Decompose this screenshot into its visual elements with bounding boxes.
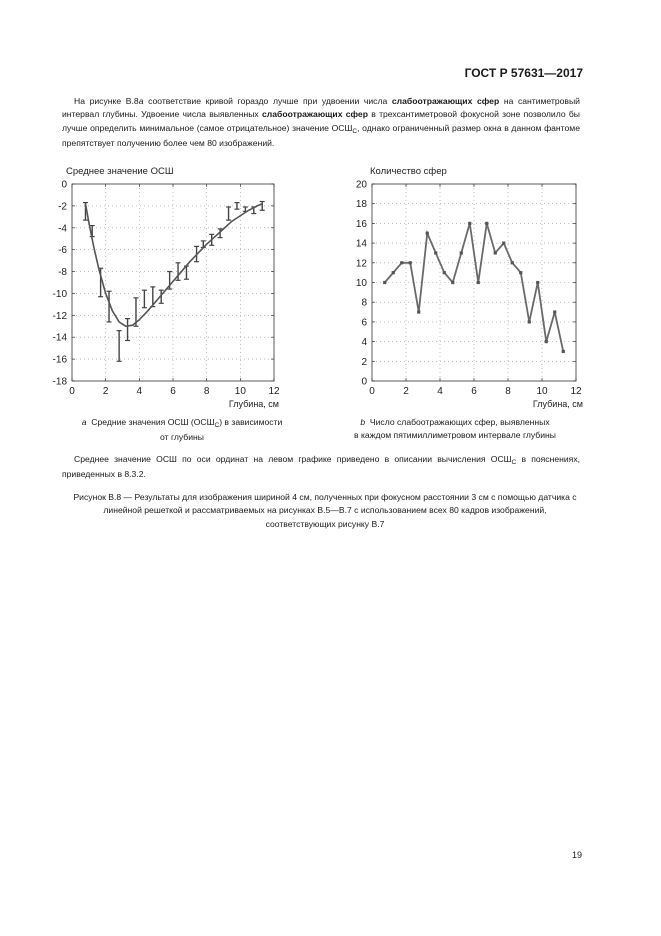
y-tick-label: 18 xyxy=(355,199,367,211)
intro-term-1: слабоотражающих сфер xyxy=(391,96,500,106)
intro-paragraph xyxy=(62,95,580,150)
count-point xyxy=(562,350,565,353)
intro-term-2: слабоотражающих сфер xyxy=(262,109,368,120)
x-tick-label: 4 xyxy=(136,386,143,397)
count-point xyxy=(392,271,395,274)
y-tick-label: -16 xyxy=(52,354,67,366)
chart-a-xlabel: Глубина, см xyxy=(228,399,279,409)
caption-a-subscript: С xyxy=(214,422,220,429)
caption-a-text: Средние значения ОСШ (ОСШ xyxy=(91,417,215,427)
y-tick-label: 0 xyxy=(61,179,67,191)
count-point xyxy=(477,281,480,284)
caption-a xyxy=(62,416,302,444)
y-tick-label: 2 xyxy=(361,356,367,368)
count-point xyxy=(417,310,420,313)
intro-text-7: в трехсантиметровой фокусной зоне позволило бы лучше определить минимальное (самое отрицательное) значение ОСШ xyxy=(62,109,580,133)
y-tick-label: 4 xyxy=(361,337,367,349)
y-tick-label: -6 xyxy=(58,245,67,257)
count-point xyxy=(451,281,454,284)
y-tick-label: -4 xyxy=(58,223,67,235)
chart-sphere-count xyxy=(356,166,583,409)
x-tick-label: 8 xyxy=(203,386,210,397)
count-point xyxy=(545,340,548,343)
y-tick-label: 20 xyxy=(355,179,367,191)
x-tick-label: 4 xyxy=(437,386,443,397)
x-tick-label: 10 xyxy=(536,386,548,397)
intro-text-2: а xyxy=(138,96,144,106)
count-point xyxy=(494,251,497,254)
y-tick-label: -12 xyxy=(52,310,67,322)
y-tick-label: -14 xyxy=(52,332,67,344)
caption-a-text-2: ) в зависимости xyxy=(219,417,283,427)
document-header: ГОСТ Р 57631—2017 xyxy=(464,66,583,80)
count-point xyxy=(383,281,386,284)
x-tick-label: 0 xyxy=(369,386,375,397)
intro-text-5: на сантиметровый интервал глубины. Удвоение числа выявленных xyxy=(62,96,580,120)
count-point xyxy=(443,271,446,274)
note-text-1: Среднее значение ОСШ по оси ординат на левом графике приведено в описании вычисления ОСШ xyxy=(74,454,512,464)
page-number: 19 xyxy=(572,850,583,860)
y-tick-label: 6 xyxy=(361,317,367,329)
caption-a-text-3: от глубины xyxy=(160,431,204,442)
x-tick-label: 10 xyxy=(234,386,246,397)
y-tick-label: 16 xyxy=(355,218,367,230)
count-point xyxy=(460,251,463,254)
figure-charts xyxy=(0,150,661,420)
count-point xyxy=(511,261,514,264)
count-point xyxy=(409,261,412,264)
count-point xyxy=(502,242,505,245)
count-point xyxy=(434,251,437,254)
x-tick-label: 0 xyxy=(69,386,75,397)
count-point xyxy=(553,310,556,313)
x-tick-label: 12 xyxy=(268,386,280,397)
caption-a-letter: a xyxy=(81,417,87,427)
intro-text-1: На рисунке В.8 xyxy=(74,96,139,106)
x-tick-label: 2 xyxy=(102,386,109,397)
count-point xyxy=(485,222,488,225)
count-point xyxy=(468,222,471,225)
fit-curve xyxy=(85,204,262,327)
plot-frame xyxy=(372,184,576,381)
intro-text-3: соответствие кривой гораздо лучше при удвоении числа xyxy=(143,96,392,106)
caption-b xyxy=(330,416,580,442)
chart-a-title: Среднее значение ОСШ xyxy=(66,166,174,177)
x-tick-label: 8 xyxy=(505,386,511,397)
chart-mean-snr xyxy=(53,166,280,409)
count-point xyxy=(400,261,403,264)
chart-b-title: Количество сфер xyxy=(370,166,447,177)
y-tick-label: 12 xyxy=(355,258,367,270)
y-tick-label: 10 xyxy=(355,278,367,289)
intro-text-9: , однако ограниченный размер окна в данном фантоме препятствует получению более чем 80 изображений. xyxy=(62,122,580,148)
caption-b-text: Число слабоотражающих сфер, выявленных xyxy=(369,417,550,427)
note-paragraph xyxy=(62,453,580,481)
caption-b-letter: b xyxy=(360,417,366,427)
y-tick-label: -10 xyxy=(52,288,67,300)
x-tick-label: 2 xyxy=(403,386,409,397)
x-tick-label: 6 xyxy=(471,386,477,397)
count-point xyxy=(519,271,522,274)
caption-b-text-2: в каждом пятимиллиметровом интервале глубины xyxy=(354,429,556,440)
note-subscript: С xyxy=(511,459,517,466)
count-point xyxy=(426,232,429,235)
intro-subscript: С xyxy=(352,127,358,135)
note-text-2: в пояснениях, приведенных в 8.3.2. xyxy=(62,454,581,480)
figure-caption: Рисунок В.8 — Результаты для изображения шириной 4 см, полученных при фокусном расстоянии 3 см с помощью датчика с линейной решеткой и рассматриваемых на рисунках В.5—В.7 с использованием всех 80 кадров изображений, соответствующих рисунку В.7 xyxy=(73,492,577,529)
y-tick-label: -8 xyxy=(58,267,67,279)
chart-b-xlabel: Глубина, см xyxy=(532,399,583,409)
y-tick-label: 14 xyxy=(355,238,367,250)
x-tick-label: 12 xyxy=(570,386,582,397)
count-point xyxy=(536,281,539,284)
x-tick-label: 6 xyxy=(170,386,176,397)
y-tick-label: -18 xyxy=(52,376,67,388)
y-tick-label: 8 xyxy=(361,297,367,309)
count-point xyxy=(528,320,531,323)
y-tick-label: 0 xyxy=(361,376,367,388)
y-tick-label: -2 xyxy=(58,201,67,213)
